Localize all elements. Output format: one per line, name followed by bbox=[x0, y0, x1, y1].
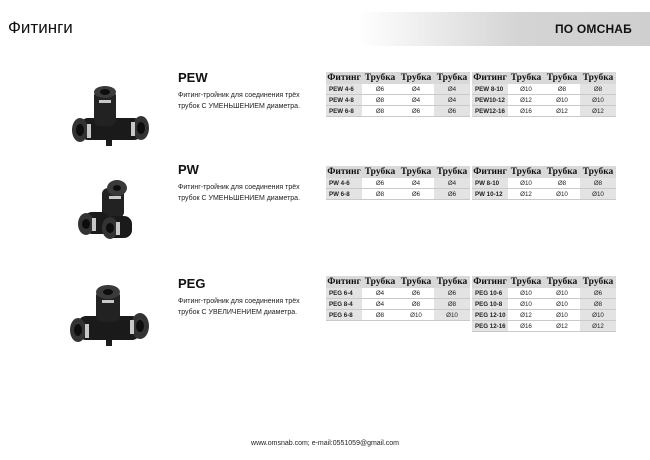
table-cell: Ø10 bbox=[544, 288, 580, 299]
table-header-row bbox=[472, 166, 616, 178]
section-description: Фитинг-тройник для соединения трёх трубок С УМЕНЬШЕНИЕМ диаметра. bbox=[178, 92, 301, 110]
table-cell: Ø10 bbox=[508, 288, 544, 299]
table-cell: Ø8 bbox=[544, 178, 580, 189]
peg-fitting-image bbox=[62, 282, 162, 372]
table-header-row bbox=[326, 72, 470, 84]
table-cell: Ø10 bbox=[544, 95, 580, 106]
table-row bbox=[472, 299, 616, 310]
column-header: Трубка bbox=[544, 276, 580, 288]
table-cell: Ø8 bbox=[580, 84, 616, 95]
table-cell: Ø10 bbox=[508, 299, 544, 310]
table-cell: Ø10 bbox=[508, 178, 544, 189]
column-header: Трубка bbox=[398, 276, 434, 288]
table-cell: Ø12 bbox=[508, 95, 544, 106]
table-row bbox=[472, 95, 616, 106]
column-header: Трубка bbox=[434, 72, 470, 84]
table-cell: Ø4 bbox=[398, 84, 434, 95]
table-cell: Ø4 bbox=[362, 288, 398, 299]
table-cell: Ø12 bbox=[508, 189, 544, 200]
section-description: Фитинг-тройник для соединения трёх трубок С УВЕЛИЧЕНИЕМ диаметра. bbox=[178, 298, 300, 316]
table-cell: Ø8 bbox=[544, 84, 580, 95]
spec-table bbox=[326, 276, 470, 321]
table-cell: Ø8 bbox=[362, 95, 398, 106]
table-cell: Ø4 bbox=[434, 95, 470, 106]
column-header: Фитинг bbox=[473, 167, 507, 177]
column-header: Трубка bbox=[580, 276, 616, 288]
table-cell: Ø8 bbox=[580, 178, 616, 189]
table-cell: Ø10 bbox=[508, 84, 544, 95]
table-row bbox=[472, 321, 616, 332]
table-row bbox=[326, 178, 470, 189]
table-header-row bbox=[472, 72, 616, 84]
table-cell: Ø4 bbox=[362, 299, 398, 310]
footer-contacts: www.omsnab.com; e-mail:0551059@gmail.com bbox=[251, 440, 399, 447]
section-code: PEG bbox=[178, 276, 206, 291]
column-header: Трубка bbox=[508, 276, 544, 288]
table-cell: PEW10-12 bbox=[472, 95, 508, 106]
table-row bbox=[472, 84, 616, 95]
table-header-row bbox=[326, 166, 470, 178]
table-row bbox=[472, 178, 616, 189]
table-cell: Ø8 bbox=[434, 299, 470, 310]
column-header: Фитинг bbox=[327, 277, 361, 287]
brand-name: ПО ОМСНАБ bbox=[554, 22, 632, 36]
column-header: Фитинг bbox=[473, 277, 507, 287]
page-header bbox=[0, 12, 650, 46]
table-cell: Ø10 bbox=[544, 310, 580, 321]
column-header: Трубка bbox=[362, 276, 398, 288]
table-cell: Ø16 bbox=[508, 321, 544, 332]
column-header: Трубка bbox=[580, 72, 616, 84]
table-row bbox=[326, 288, 470, 299]
table-cell: Ø10 bbox=[580, 310, 616, 321]
table-cell: PW 6-8 bbox=[326, 189, 362, 200]
column-header: Фитинг bbox=[473, 73, 507, 83]
table-cell: Ø12 bbox=[508, 310, 544, 321]
column-header: Трубка bbox=[362, 166, 398, 178]
table-row bbox=[326, 310, 470, 321]
table-cell: Ø10 bbox=[398, 310, 434, 321]
column-header: Трубка bbox=[508, 72, 544, 84]
spec-table bbox=[326, 72, 470, 117]
table-cell: Ø12 bbox=[544, 106, 580, 117]
table-row bbox=[472, 189, 616, 200]
table-row bbox=[472, 106, 616, 117]
table-cell: Ø16 bbox=[508, 106, 544, 117]
pew-fitting-image bbox=[62, 80, 162, 170]
table-cell: Ø8 bbox=[362, 189, 398, 200]
table-cell: Ø4 bbox=[434, 84, 470, 95]
table-cell: Ø4 bbox=[398, 178, 434, 189]
table-cell: PW 10-12 bbox=[472, 189, 508, 200]
table-cell: Ø6 bbox=[434, 106, 470, 117]
table-cell: Ø4 bbox=[434, 178, 470, 189]
table-cell: PEG 6-4 bbox=[326, 288, 362, 299]
table-row bbox=[326, 299, 470, 310]
section-description: Фитинг-тройник для соединения трёх трубок С УМЕНЬШЕНИЕМ диаметра. bbox=[178, 184, 301, 202]
table-cell: Ø4 bbox=[398, 95, 434, 106]
table-cell: Ø6 bbox=[362, 84, 398, 95]
table-header-row bbox=[326, 276, 470, 288]
table-header-row bbox=[472, 276, 616, 288]
table-row bbox=[326, 95, 470, 106]
table-cell: Ø10 bbox=[580, 189, 616, 200]
table-cell: PEG 6-8 bbox=[326, 310, 362, 321]
table-cell: PW 4-6 bbox=[326, 178, 362, 189]
page-title: Фитинги bbox=[8, 18, 73, 37]
table-cell: PEW12-16 bbox=[472, 106, 508, 117]
table-cell: PEG 10-6 bbox=[472, 288, 508, 299]
table-cell: Ø8 bbox=[362, 310, 398, 321]
spec-table bbox=[326, 166, 470, 200]
table-cell: Ø6 bbox=[580, 288, 616, 299]
table-row bbox=[472, 288, 616, 299]
table-row bbox=[326, 84, 470, 95]
spec-table bbox=[472, 72, 616, 117]
table-cell: Ø10 bbox=[544, 189, 580, 200]
table-cell: Ø8 bbox=[580, 299, 616, 310]
table-cell: Ø10 bbox=[434, 310, 470, 321]
table-cell: Ø8 bbox=[362, 106, 398, 117]
column-header: Трубка bbox=[580, 166, 616, 178]
table-cell: Ø10 bbox=[580, 95, 616, 106]
column-header: Трубка bbox=[508, 166, 544, 178]
column-header: Трубка bbox=[434, 276, 470, 288]
table-cell: Ø6 bbox=[362, 178, 398, 189]
table-row bbox=[326, 189, 470, 200]
spec-table bbox=[472, 276, 616, 332]
table-cell: Ø12 bbox=[580, 321, 616, 332]
section-code: PW bbox=[178, 162, 199, 177]
table-cell: Ø6 bbox=[434, 288, 470, 299]
table-cell: PEW 8-10 bbox=[472, 84, 508, 95]
table-cell: PW 8-10 bbox=[472, 178, 508, 189]
table-cell: Ø10 bbox=[544, 299, 580, 310]
table-cell: Ø8 bbox=[398, 299, 434, 310]
section-code: PEW bbox=[178, 70, 208, 85]
table-cell: PEW 6-8 bbox=[326, 106, 362, 117]
table-cell: PEG 12-10 bbox=[472, 310, 508, 321]
table-cell: Ø6 bbox=[434, 189, 470, 200]
table-cell: Ø12 bbox=[544, 321, 580, 332]
table-cell: Ø6 bbox=[398, 106, 434, 117]
column-header: Трубка bbox=[544, 166, 580, 178]
column-header: Трубка bbox=[398, 166, 434, 178]
spec-table bbox=[472, 166, 616, 200]
table-cell: Ø12 bbox=[580, 106, 616, 117]
column-header: Фитинг bbox=[327, 73, 361, 83]
table-cell: PEG 10-8 bbox=[472, 299, 508, 310]
column-header: Фитинг bbox=[327, 167, 361, 177]
pw-fitting-image bbox=[62, 170, 162, 260]
table-cell: PEG 8-4 bbox=[326, 299, 362, 310]
table-row bbox=[326, 106, 470, 117]
table-cell: Ø6 bbox=[398, 288, 434, 299]
table-cell: PEW 4-8 bbox=[326, 95, 362, 106]
column-header: Трубка bbox=[362, 72, 398, 84]
column-header: Трубка bbox=[544, 72, 580, 84]
table-cell: Ø6 bbox=[398, 189, 434, 200]
column-header: Трубка bbox=[434, 166, 470, 178]
column-header: Трубка bbox=[398, 72, 434, 84]
table-cell: PEW 4-6 bbox=[326, 84, 362, 95]
table-row bbox=[472, 310, 616, 321]
table-cell: PEG 12-16 bbox=[472, 321, 508, 332]
